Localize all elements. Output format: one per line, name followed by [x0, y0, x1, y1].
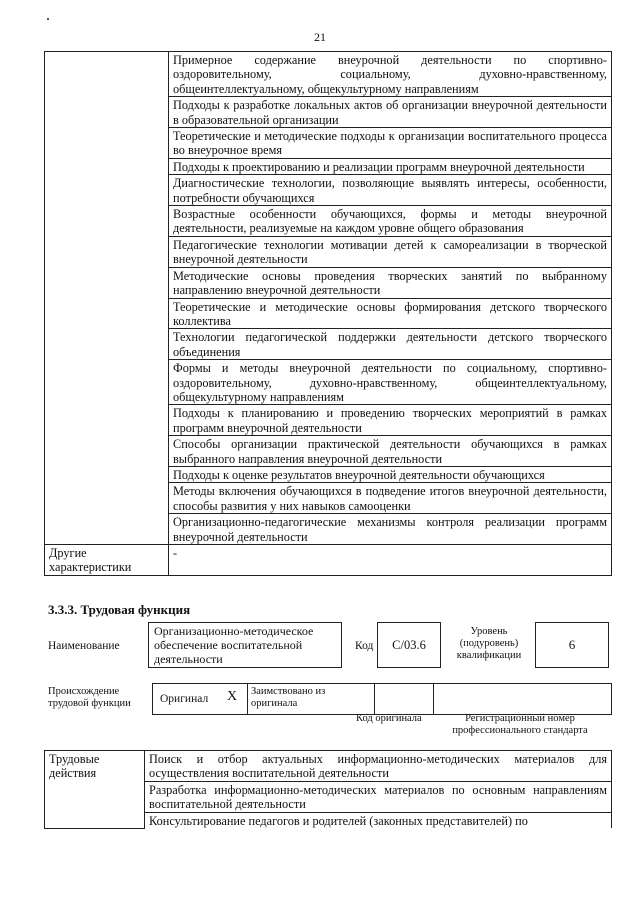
- origin-box: [152, 683, 612, 715]
- labor-actions-table: [44, 750, 612, 829]
- knowledge-item: Подходы к проектированию и реализации программ внеурочной деятельности: [169, 158, 612, 174]
- knowledge-item: Формы и методы внеурочной деятельности по социальному, спортивно-оздоровительному, духовно-нравственному, общеинтеллектуальному, общекультурному направлениям: [169, 360, 612, 405]
- reg-number-label: Регистрационный номер профессионального стандарта: [452, 713, 588, 736]
- knowledge-item: Методы включения обучающихся в подведение итогов внеурочной деятельности, способы развития у них навыков самооценки: [169, 483, 612, 514]
- knowledge-item: Технологии педагогической поддержки деятельности детского творческого объединения: [169, 329, 612, 360]
- name-label: Наименование: [48, 640, 120, 652]
- section-title: 3.3.3. Трудовая функция: [48, 602, 191, 617]
- knowledge-item: Возрастные особенности обучающихся, формы и методы внеурочной деятельности, реализуемые на каждом уровне общего образования: [169, 206, 612, 237]
- required-knowledge-label-cell: [45, 52, 169, 545]
- knowledge-item: Подходы к планированию и проведению творческих мероприятий в рамках программ внеурочной деятельности: [169, 405, 612, 436]
- knowledge-item: Диагностические технологии, позволяющие выявлять интересы, особенности, потребности обучающихся: [169, 175, 612, 206]
- knowledge-item: Теоретические и методические основы формирования детского творческого коллектива: [169, 298, 612, 329]
- scan-speck: [47, 18, 49, 20]
- knowledge-table: [44, 51, 612, 576]
- knowledge-item: Организационно-педагогические механизмы контроля реализации программ внеурочной деятельности: [169, 514, 612, 545]
- labor-action-item: Консультирование педагогов и родителей (законных представителей) по: [145, 812, 612, 828]
- function-name-box: Организационно-методическое обеспечение воспитательной деятельности: [148, 622, 342, 668]
- origin-label: Происхождение трудовой функции: [48, 686, 131, 709]
- labor-actions-label: Трудовые действия: [45, 751, 145, 829]
- table-row: [45, 545, 612, 576]
- table-row: [45, 52, 612, 97]
- code-box: С/03.6: [377, 622, 441, 668]
- knowledge-item: Педагогические технологии мотивации детей к самореализации в творческой внеурочной деятельности: [169, 236, 612, 267]
- labor-action-item: Поиск и отбор актуальных информационно-методических материалов для осуществления воспитательной деятельности: [145, 751, 612, 782]
- table-row: [45, 751, 612, 782]
- original-mark: X: [227, 689, 238, 704]
- knowledge-item: Подходы к оценке результатов внеурочной деятельности обучающихся: [169, 466, 612, 482]
- knowledge-item: Подходы к разработке локальных актов об организации внеурочной деятельности в образовательной организации: [169, 97, 612, 128]
- knowledge-item: Методические основы проведения творческих занятий по выбранному направлению внеурочной деятельности: [169, 267, 612, 298]
- code-label: Код: [355, 640, 374, 652]
- code-original-cell: [374, 683, 434, 715]
- knowledge-item: Примерное содержание внеурочной деятельности по спортивно-оздоровительному, социальному, духовно-нравственному, общеинтеллектуальному, общекультурному направлениям: [169, 52, 612, 97]
- knowledge-item: Теоретические и методические подходы к организации воспитательного процесса во внеурочное время: [169, 128, 612, 159]
- code-original-label: Код оригинала: [356, 713, 422, 724]
- other-characteristics-label: Другие характеристики: [45, 545, 169, 576]
- original-label: Оригинал: [160, 693, 209, 705]
- knowledge-item: Способы организации практической деятельности обучающихся в рамках выбранного направления внеурочной деятельности: [169, 436, 612, 467]
- other-characteristics-value: -: [169, 545, 612, 576]
- borrowed-label: Заимствовано из оригинала: [251, 686, 326, 709]
- labor-action-item: Разработка информационно-методических материалов по основным направлениям воспитательной деятельности: [145, 781, 612, 812]
- level-label: Уровень (подуровень) квалификации: [456, 626, 522, 661]
- level-box: 6: [535, 622, 609, 668]
- page-number: 21: [314, 30, 326, 44]
